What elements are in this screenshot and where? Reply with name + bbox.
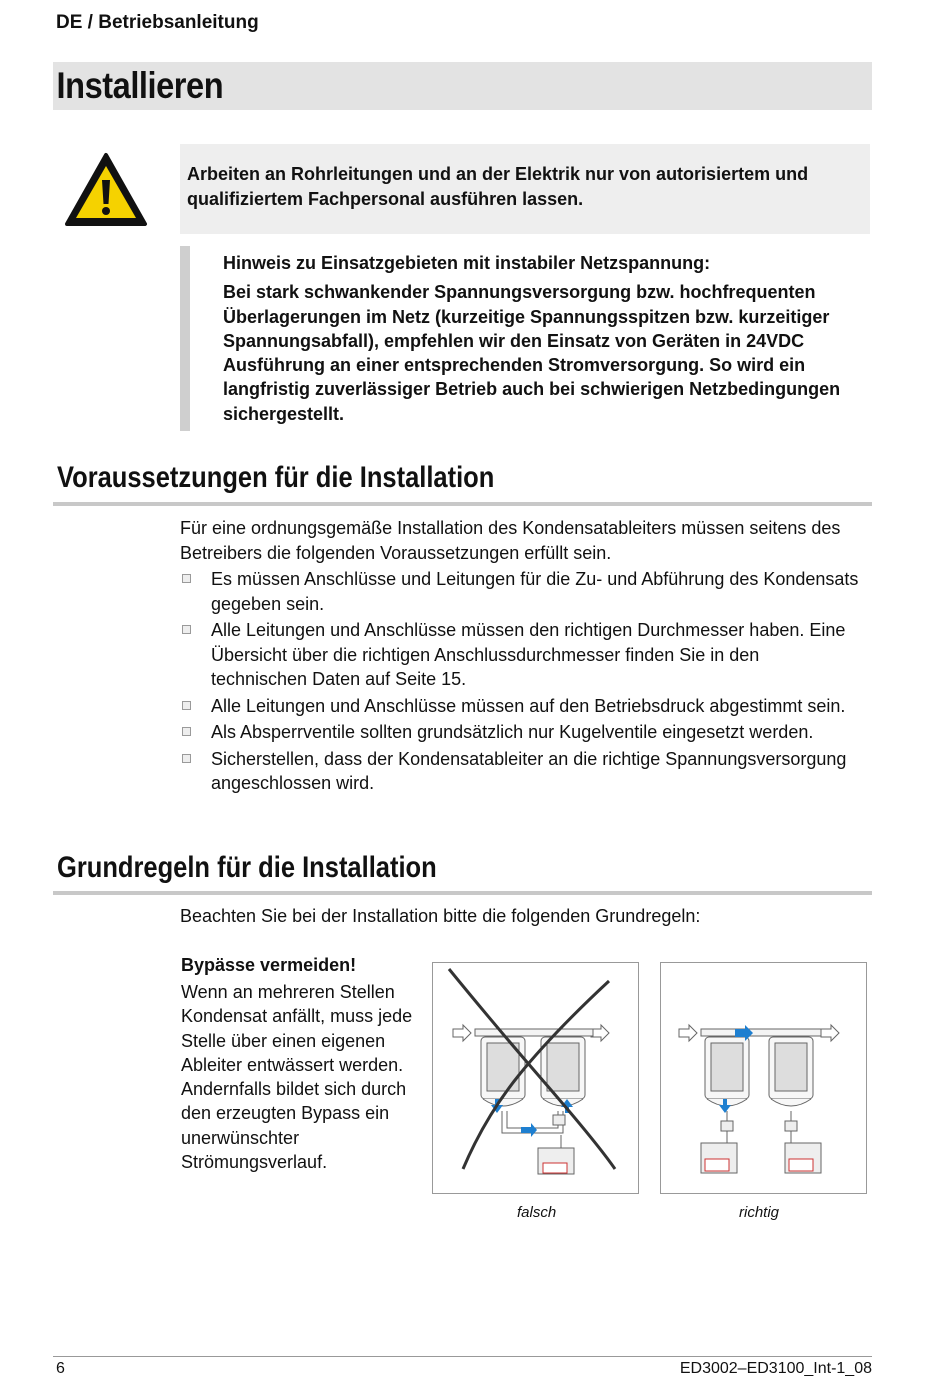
figure-wrong-installation: [432, 962, 639, 1194]
list-item-text: Als Absperrventile sollten grundsätzlich nur Kugelventile eingesetzt werden.: [211, 722, 814, 742]
list-item: [180, 618, 860, 692]
bullet-square-icon: [182, 625, 191, 634]
bypass-text: Wenn an mehreren Stellen Kondensat anfällt, muss jede Stelle über einen eigenen Ableiter entwässert werden. Andernfalls bildet sich durch den erzeugten Bypass ein unerwünschter Strömungsverlauf.: [181, 982, 413, 1173]
bullet-square-icon: [182, 727, 191, 736]
list-item: [180, 747, 860, 796]
page-title-bar: [53, 62, 872, 110]
section-title-basic-rules: Grundregeln für die Installation: [57, 851, 437, 884]
note-text: Bei stark schwankender Spannungsversorgung bzw. hochfrequenten Überlagerungen im Netz (kurzeitige Spannungsspitzen bzw. kurzeitiger Spannungsabfall), empfehlen wir den Einsatz von Geräten in 24VDC Ausführung an einer entsprechenden Stromversorgung. So wird ein langfristig zuverlässiger Betrieb auch bei schwierigen Netzbedingungen sichergestellt.: [223, 282, 841, 424]
figure-right-installation: [660, 962, 867, 1194]
right-installation-diagram: [661, 963, 866, 1193]
footer-divider: [53, 1356, 872, 1357]
list-item-text: Sicherstellen, dass der Kondensatableiter an die richtige Spannungsversorgung angeschlossen wird.: [211, 748, 847, 793]
section-title-requirements: Voraussetzungen für die Installation: [57, 461, 495, 494]
section-divider: [53, 502, 872, 506]
note-sidebar: [180, 246, 190, 431]
list-item-text: Alle Leitungen und Anschlüsse müssen den richtigen Durchmesser haben. Eine Übersicht über die richtigen Anschlussdurchmesser finden Sie in den technischen Daten auf Seite 15.: [211, 620, 846, 689]
list-item: [180, 720, 860, 745]
list-item-text: Alle Leitungen und Anschlüsse müssen auf den Betriebsdruck abgestimmt sein.: [211, 695, 846, 716]
note-block: [223, 251, 863, 426]
list-item: [180, 567, 860, 616]
breadcrumb: DE / Betriebsanleitung: [56, 12, 259, 33]
requirements-list: [180, 567, 860, 798]
list-item: [180, 694, 860, 719]
wrong-installation-diagram: [433, 963, 638, 1193]
figure-caption-right: richtig: [739, 1204, 780, 1221]
page-number: 6: [56, 1360, 65, 1377]
page-title: Installieren: [56, 65, 224, 106]
bullet-square-icon: [182, 754, 191, 763]
note-title: Hinweis zu Einsatzgebieten mit instabiler Netzspannung:: [223, 253, 711, 273]
warning-text: Arbeiten an Rohrleitungen und an der Elektrik nur von autorisiertem und qualifiziertem Fachpersonal ausführen lassen.: [180, 144, 870, 234]
requirements-intro: Für eine ordnungsgemäße Installation des Kondensatableiters müssen seitens des Betreibers die folgenden Voraussetzungen erfüllt sein.: [180, 518, 841, 563]
warning-triangle-icon: [64, 152, 148, 228]
document-id: ED3002–ED3100_Int-1_08: [679, 1360, 872, 1377]
basic-rules-intro: Beachten Sie bei der Installation bitte die folgenden Grundregeln:: [180, 906, 701, 926]
bullet-square-icon: [182, 701, 191, 710]
figure-caption-wrong: falsch: [517, 1204, 557, 1221]
list-item-text: Es müssen Anschlüsse und Leitungen für die Zu- und Abführung des Kondensats gegeben sein.: [211, 569, 859, 614]
bypass-title: Bypässe vermeiden!: [181, 955, 357, 975]
bullet-square-icon: [182, 574, 191, 583]
section-divider: [53, 891, 872, 895]
